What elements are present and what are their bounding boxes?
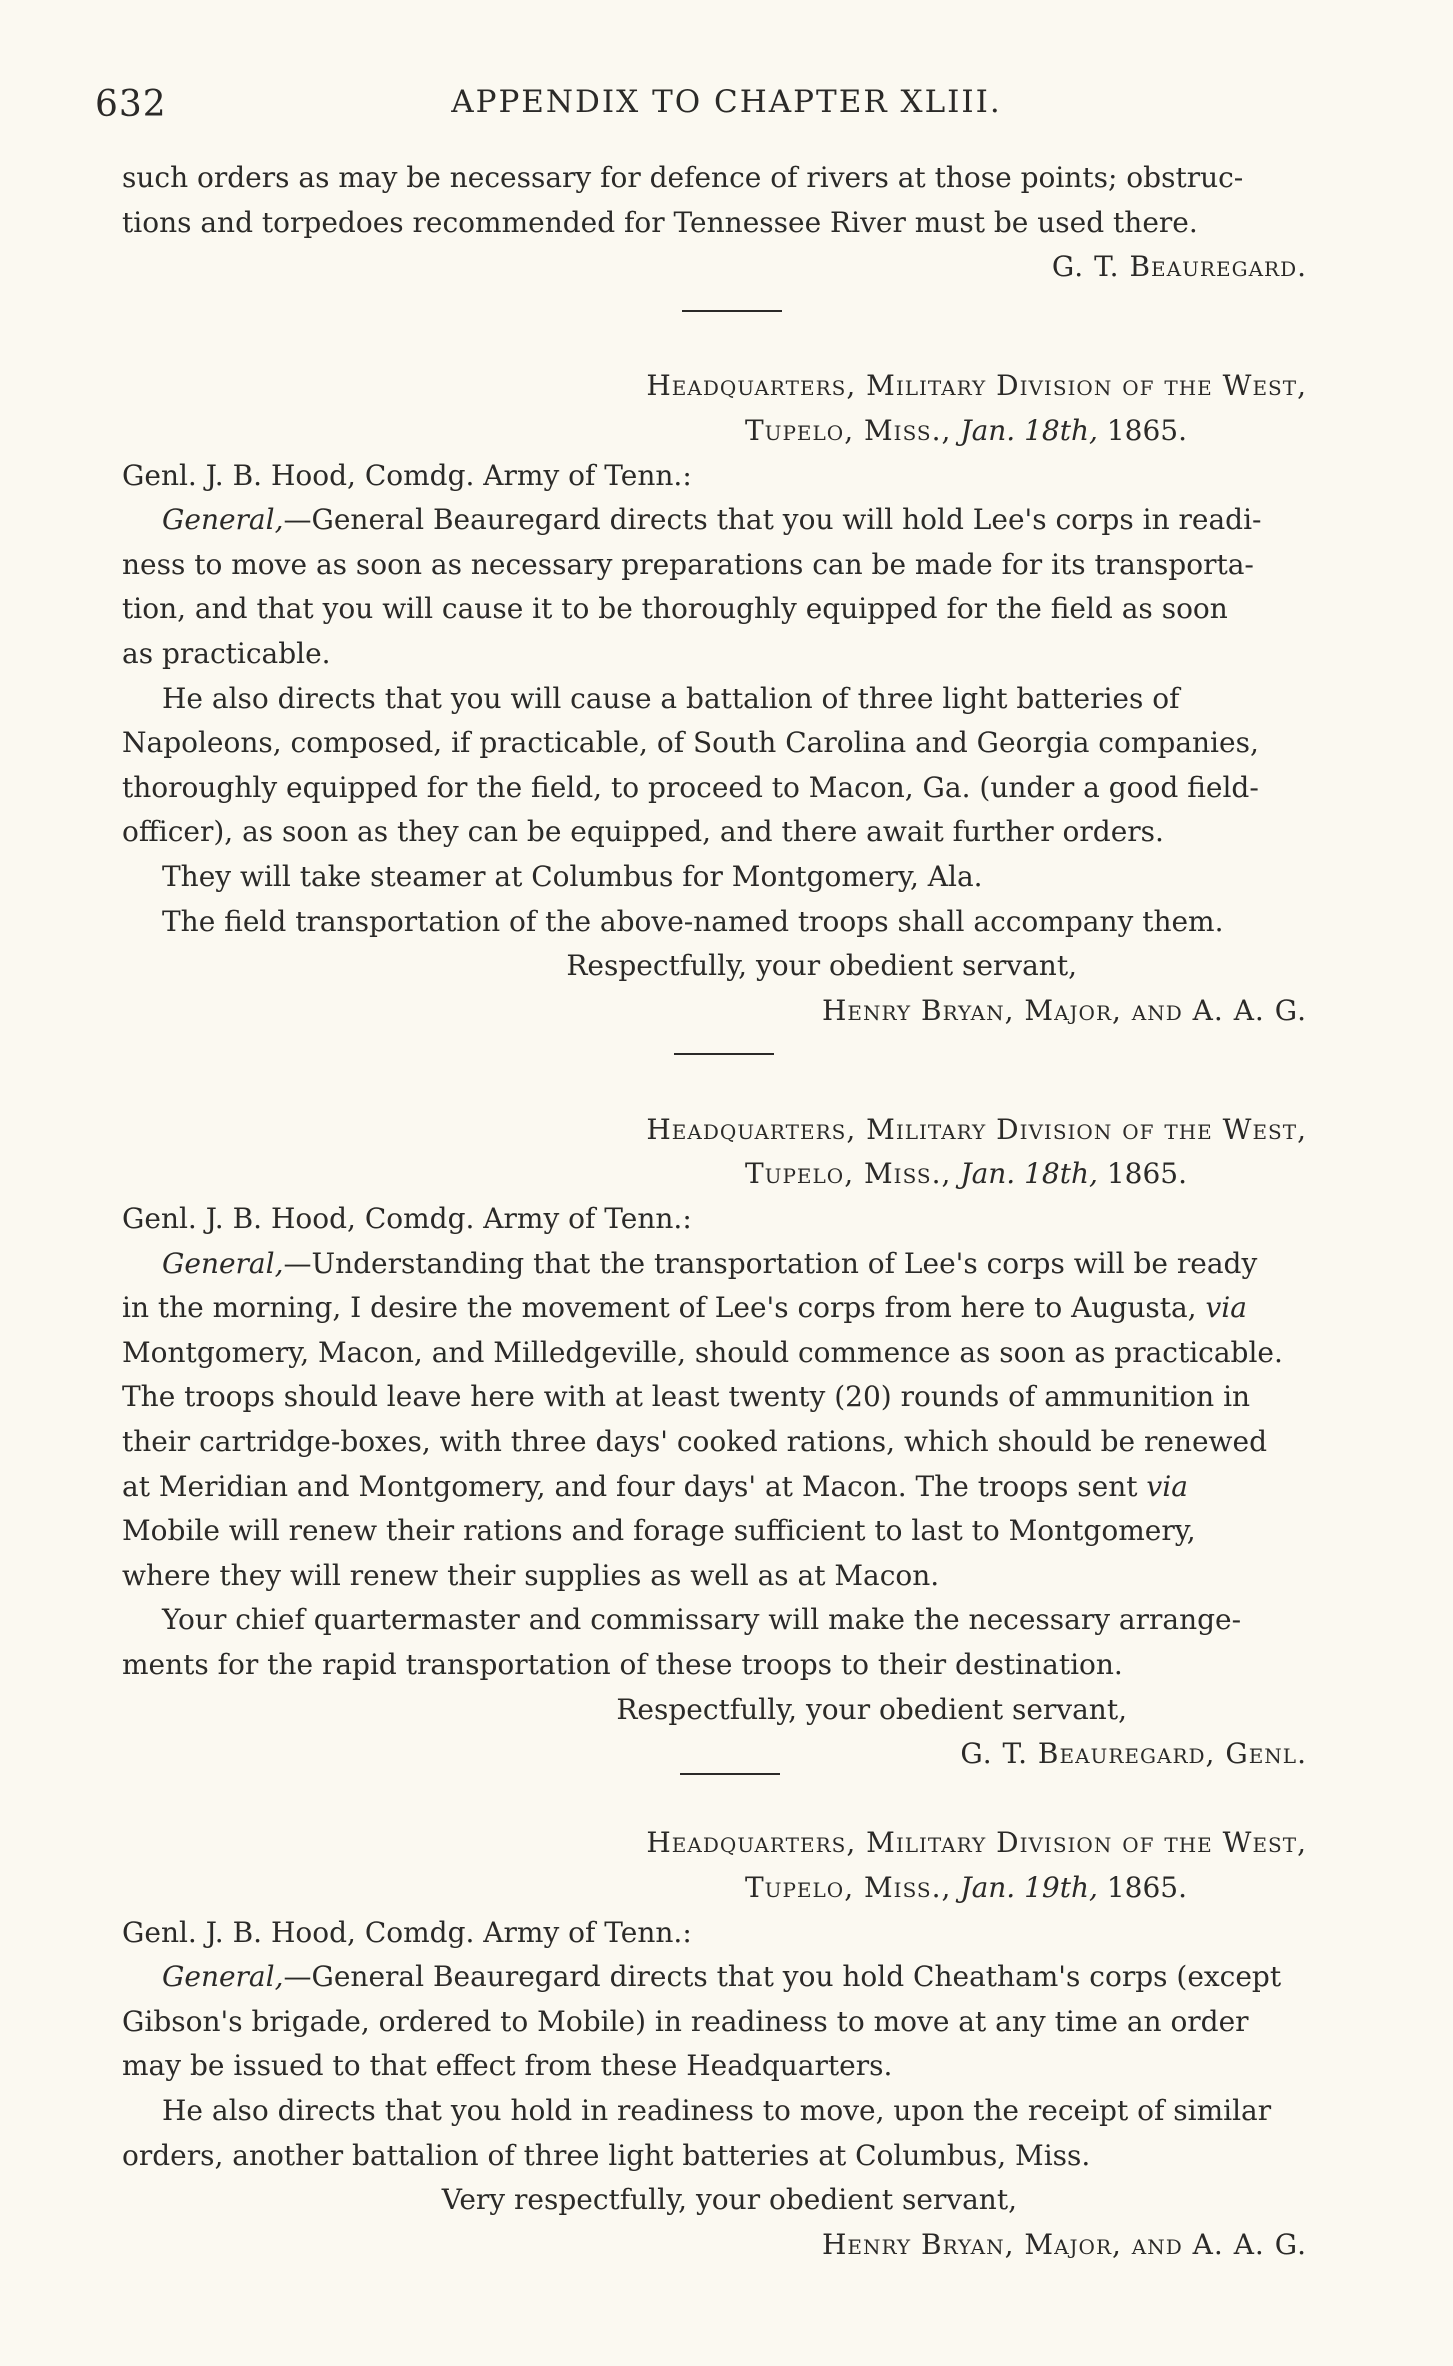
- divider: [122, 1777, 1347, 1822]
- signature: Henry Bryan, Major, and A. A. G.: [821, 993, 1307, 1027]
- text-line: He also directs that you hold in readiness to move, upon the receipt of similar: [162, 2093, 1272, 2127]
- text-line: thoroughly equipped for the field, to proceed to Macon, Ga. (under a good field-: [122, 770, 1259, 804]
- place: Tupelo, Miss.,: [744, 1157, 952, 1191]
- letterhead: Headquarters, Military Division of the West,: [646, 1826, 1307, 1860]
- letter-continuation: [122, 156, 1347, 334]
- text-line: tion, and that you will cause it to be thoroughly equipped for the field as soon: [122, 592, 1228, 626]
- letterhead: Headquarters, Military Division of the West,: [646, 1112, 1307, 1146]
- running-head: APPENDIX TO CHAPTER XLIII.: [451, 84, 1002, 120]
- text-line: [122, 1955, 1347, 2000]
- text-line: The troops should leave here with at least twenty (20) rounds of ammunition in: [122, 1380, 1251, 1414]
- text-line: They will take steamer at Columbus for Montgomery, Ala.: [162, 859, 983, 893]
- year: 1865.: [1106, 1870, 1187, 1904]
- addressee: Genl. J. B. Hood, Comdg. Army of Tenn.:: [122, 1915, 692, 1949]
- text-line: The field transportation of the above-named troops shall accompany them.: [162, 904, 1224, 938]
- text-span: —General Beauregard directs that you hold Cheatham's corps (except: [283, 1960, 1282, 1994]
- via: via: [1205, 1291, 1247, 1325]
- text-line: officer), as soon as they can be equipped, and there await further orders.: [122, 815, 1164, 849]
- salutation: General,: [162, 1246, 284, 1280]
- text-line: where they will renew their supplies as well as at Macon.: [122, 1558, 940, 1592]
- text-line: He also directs that you will cause a battalion of three light batteries of: [162, 681, 1180, 715]
- page-header: [0, 84, 1453, 134]
- letter: [122, 1821, 1347, 2267]
- addressee: Genl. J. B. Hood, Comdg. Army of Tenn.:: [122, 458, 692, 492]
- text-line: Montgomery, Macon, and Milledgeville, should commence as soon as practicable.: [122, 1335, 1283, 1369]
- signature: G. T. Beauregard.: [1051, 250, 1307, 284]
- text-line: Napoleons, composed, if practicable, of South Carolina and Georgia companies,: [122, 726, 1259, 760]
- text-line: Gibson's brigade, ordered to Mobile) in readiness to move at any time an order: [122, 2004, 1249, 2038]
- place: Tupelo, Miss.,: [744, 1870, 952, 1904]
- divider: [122, 290, 1347, 335]
- text-line: tions and torpedoes recommended for Tennessee River must be used there.: [122, 205, 1198, 239]
- date: Jan. 19th,: [960, 1870, 1098, 1904]
- letter: [122, 1108, 1347, 1822]
- letterhead: Headquarters, Military Division of the West,: [646, 369, 1307, 403]
- signature: G. T. Beauregard, Genl.: [960, 1737, 1307, 1771]
- letter: [122, 364, 1347, 1078]
- page-body: [122, 156, 1347, 2267]
- text-line: Mobile will renew their rations and forage sufficient to last to Montgomery,: [122, 1514, 1196, 1548]
- date: Jan. 18th,: [960, 1157, 1098, 1191]
- text-line: may be issued to that effect from these Headquarters.: [122, 2049, 893, 2083]
- text-line: [122, 1286, 1347, 1331]
- text-line: ness to move as soon as necessary preparations can be made for its transporta-: [122, 547, 1254, 581]
- salutation: General,: [162, 1960, 284, 1994]
- text-line: their cartridge-boxes, with three days' cooked rations, which should be renewed: [122, 1425, 1268, 1459]
- text-line: as practicable.: [122, 636, 331, 670]
- text-line: such orders as may be necessary for defence of rivers at those points; obstruc-: [122, 161, 1244, 194]
- via: via: [1146, 1469, 1188, 1503]
- date: Jan. 18th,: [960, 413, 1098, 447]
- text-line: [122, 1242, 1347, 1287]
- text-line: Your chief quartermaster and commissary will make the necessary arrange-: [162, 1603, 1242, 1637]
- closing: Very respectfully, your obedient servant,: [441, 2183, 1017, 2217]
- closing: Respectfully, your obedient servant,: [616, 1692, 1127, 1726]
- addressee: Genl. J. B. Hood, Comdg. Army of Tenn.:: [122, 1202, 692, 1236]
- text-line: [122, 498, 1347, 543]
- divider: [122, 1033, 1347, 1078]
- salutation: General,: [162, 503, 284, 537]
- place-date: [122, 1152, 1347, 1197]
- year: 1865.: [1106, 413, 1187, 447]
- year: 1865.: [1106, 1157, 1187, 1191]
- signature: Henry Bryan, Major, and A. A. G.: [821, 2227, 1307, 2261]
- text-span: in the morning, I desire the movement of Lee's corps from here to Augusta,: [122, 1291, 1197, 1325]
- text-span: at Meridian and Montgomery, and four days' at Macon. The troops sent: [122, 1469, 1138, 1503]
- text-line: ments for the rapid transportation of these troops to their destination.: [122, 1648, 1123, 1681]
- text-line: [122, 1465, 1347, 1510]
- page-number: 632: [95, 84, 167, 125]
- place: Tupelo, Miss.,: [744, 413, 952, 447]
- text-span: —General Beauregard directs that you will hold Lee's corps in readi-: [283, 503, 1262, 537]
- closing: Respectfully, your obedient servant,: [566, 949, 1077, 983]
- text-line: orders, another battalion of three light batteries at Columbus, Miss.: [122, 2138, 1091, 2172]
- text-span: —Understanding that the transportation of Lee's corps will be ready: [283, 1246, 1258, 1280]
- place-date: [122, 1866, 1347, 1911]
- place-date: [122, 409, 1347, 454]
